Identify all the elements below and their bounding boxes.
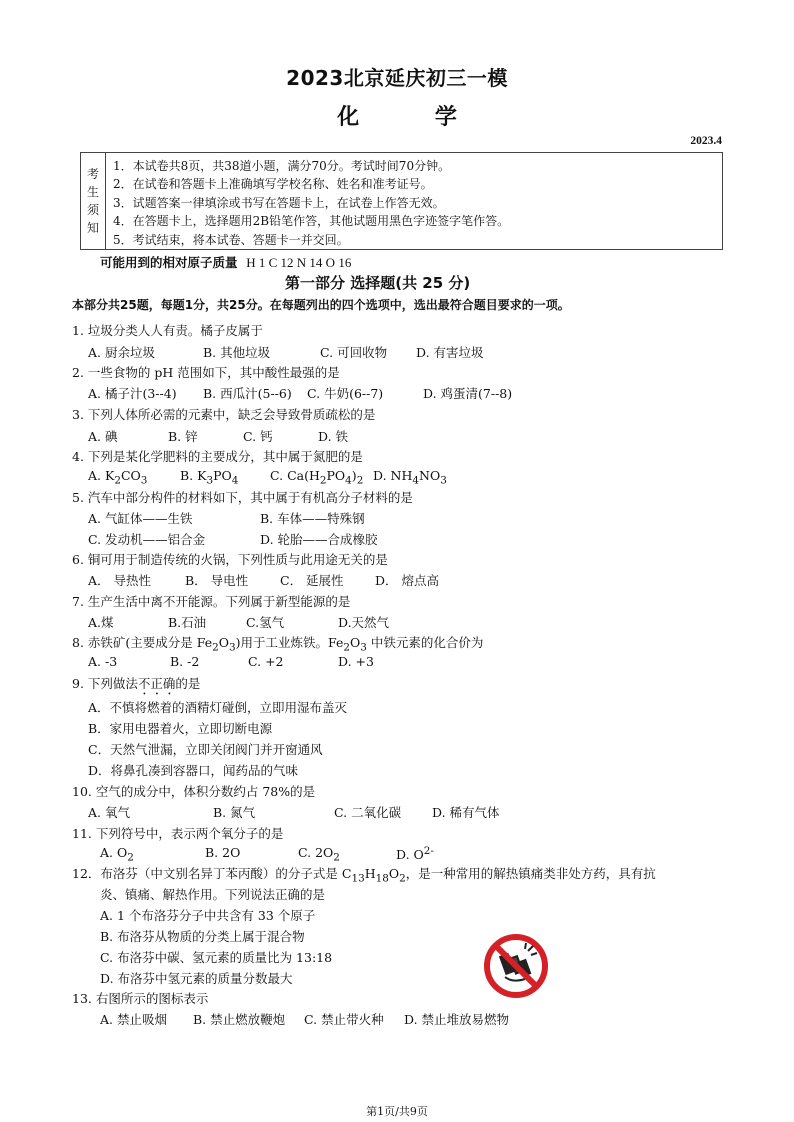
q2-option-d: D. 鸡蛋清(7--8) (423, 386, 513, 401)
exam-title: 2023北京延庆初三一模 (286, 66, 508, 90)
question-9-stem: 9. 下列做法不正确的是 (72, 676, 201, 691)
notice-box (80, 152, 723, 250)
notice-label-char: 考 (86, 167, 99, 181)
q12-option-a: A. 1 个布洛芬分子中共含有 33 个原子 (100, 908, 316, 923)
q8-option-c: C. +2 (248, 654, 284, 669)
q13-option-b: B. 禁止燃放鞭炮 (193, 1012, 286, 1027)
notice-item: 3．试题答案一律填涂或书写在答题卡上，在试卷上作答无效。 (113, 195, 445, 210)
question-2-stem: 2. 一些食物的 pH 范围如下，其中酸性最强的是 (72, 365, 340, 380)
q8-option-d: D. +3 (338, 654, 374, 669)
q3-option-a: A. 碘 (88, 429, 118, 444)
q12-option-d: D. 布洛芬中氢元素的质量分数最大 (100, 971, 293, 986)
q4-option-c: C. $Ca(H_2PO_4)_2$ (270, 468, 364, 487)
question-11-stem: 11. 下列符号中，表示两个氧分子的是 (72, 826, 284, 841)
q6-option-a: A． 导热性 (88, 573, 152, 588)
q4-option-b: B. $K_3PO_4$ (180, 468, 239, 487)
q9-option-d: D．将鼻孔凑到容器口，闻药品的气味 (88, 763, 299, 778)
q5-option-c: C. 发动机——铝合金 (88, 532, 206, 547)
q13-option-d: D. 禁止堆放易燃物 (404, 1012, 510, 1027)
q3-option-c: C. 钙 (243, 429, 273, 444)
q7-option-c: C.氢气 (246, 615, 285, 630)
atomic-mass-label: 可能用到的相对原子质量 (100, 255, 238, 270)
notice-items (113, 157, 509, 249)
q2-option-c: C. 牛奶(6--7) (307, 386, 384, 401)
notice-item: 2．在试卷和答题卡上准确填写学校名称、姓名和准考证号。 (113, 177, 433, 192)
question-12-stem-cont: 炎、镇痛、解热作用。下列说法正确的是 (100, 887, 326, 902)
q12-option-b: B. 布洛芬从物质的分类上属于混合物 (100, 929, 305, 944)
q10-option-b: B. 氮气 (213, 805, 256, 820)
q10-option-c: C. 二氧化碳 (334, 805, 402, 820)
question-12-stem: 12．布洛芬（中文别名异丁苯丙酸）的分子式是 $C_{13}H_{18}O_2$，是一种常用的解热镇痛类非处方药，具有抗 (72, 866, 656, 885)
q8-option-b: B. -2 (170, 654, 200, 669)
page-footer: 第1页/共9页 (366, 1105, 428, 1118)
q3-option-b: B. 锌 (168, 429, 198, 444)
notice-item: 1．本试卷共8页，共38道小题，满分70分。考试时间70分钟。 (113, 159, 451, 173)
question-7-stem: 7. 生产生活中离不开能源。下列属于新型能源的是 (72, 594, 351, 609)
emphasis-not-correct: 不正确 (137, 676, 176, 691)
atomic-mass-values: H 1 C 12 N 14 O 16 (246, 255, 352, 270)
notice-label (81, 153, 106, 249)
q5-option-b: B. 车体——特殊钢 (260, 511, 365, 526)
q11-option-a: A. $O_2$ (100, 845, 134, 864)
q5-option-a: A. 气缸体——生铁 (88, 511, 193, 526)
q4-option-a: A. $K_2CO_3$ (88, 468, 148, 487)
question-4-stem: 4. 下列是某化学肥料的主要成分，其中属于氮肥的是 (72, 449, 363, 464)
notice-item: 5．考试结束，将本试卷、答题卡一并交回。 (113, 232, 349, 247)
q13-option-a: A. 禁止吸烟 (100, 1012, 167, 1027)
q1-option-d: D. 有害垃圾 (416, 345, 484, 360)
q7-option-d: D.天然气 (338, 615, 390, 630)
q5-option-d: D. 轮胎——合成橡胶 (260, 532, 378, 547)
notice-label-char: 生 (86, 185, 99, 199)
notice-item: 4．在答题卡上，选择题用2B铅笔作答，其他试题用黑色字迹签字笔作答。 (113, 214, 510, 229)
question-3-stem: 3. 下列人体所必需的元素中，缺乏会导致骨质疏松的是 (72, 407, 376, 422)
q2-option-a: A. 橘子汁(3--4) (88, 386, 177, 401)
q11-option-b: B. 2O (205, 845, 241, 860)
q1-option-c: C. 可回收物 (320, 345, 388, 360)
part1-instruction: 本部分共25题，每题1分，共25分。在每题列出的四个选项中，选出最符合题目要求的一项。 (72, 298, 570, 312)
q6-option-b: B． 导电性 (185, 573, 249, 588)
q9-option-a: A．不慎将燃着的酒精灯碰倒，立即用湿布盖灭 (88, 700, 348, 715)
question-8-stem: 8. 赤铁矿(主要成分是 $Fe_2O_3$)用于工业炼铁。$Fe_2O_3$ 中铁元素的化合价为 (72, 635, 484, 654)
q12-option-c: C. 布洛芬中碳、氢元素的质量比为 13:18 (100, 950, 333, 965)
q10-option-a: A. 氧气 (88, 805, 130, 820)
q4-option-d: D. $NH_4NO_3$ (373, 468, 447, 487)
q11-option-c: C. $2O_2$ (298, 845, 340, 864)
question-1-stem: 1. 垃圾分类人人有责。橘子皮属于 (72, 323, 263, 338)
subject-title: 化 学 (337, 105, 491, 130)
q9-option-b: B．家用电器着火，立即切断电源 (88, 721, 273, 736)
q1-option-a: A. 厨余垃圾 (88, 345, 155, 360)
atomic-mass-line (100, 253, 351, 271)
q6-option-d: D． 熔点高 (375, 573, 439, 588)
q11-option-d: D. $O^{2-}$ (396, 845, 434, 863)
part1-title: 第一部分 选择题(共 25 分) (285, 274, 471, 292)
q2-option-b: B. 西瓜汁(5--6) (203, 386, 292, 401)
question-5-stem: 5. 汽车中部分构件的材料如下，其中属于有机高分子材料的是 (72, 490, 413, 505)
question-6-stem: 6. 铜可用于制造传统的火锅，下列性质与此用途无关的是 (72, 552, 388, 567)
q10-option-d: D. 稀有气体 (432, 805, 500, 820)
q1-option-b: B. 其他垃圾 (203, 345, 271, 360)
exam-date: 2023.4 (690, 135, 722, 147)
notice-label-char: 知 (86, 221, 99, 235)
notice-label-char: 须 (86, 203, 99, 217)
q8-option-a: A. -3 (88, 654, 118, 669)
q6-option-c: C． 延展性 (280, 573, 344, 588)
question-10-stem: 10. 空气的成分中，体积分数约占 78%的是 (72, 784, 316, 799)
q7-option-a: A.煤 (88, 615, 114, 630)
q9-option-c: C．天然气泄漏，立即关闭阀门并开窗通风 (88, 742, 323, 757)
q13-option-c: C. 禁止带火种 (304, 1012, 384, 1027)
q3-option-d: D. 铁 (318, 429, 349, 444)
no-firecrackers-sign-icon (483, 933, 549, 999)
question-13-stem: 13. 右图所示的图标表示 (72, 991, 209, 1006)
q7-option-b: B.石油 (168, 615, 207, 630)
